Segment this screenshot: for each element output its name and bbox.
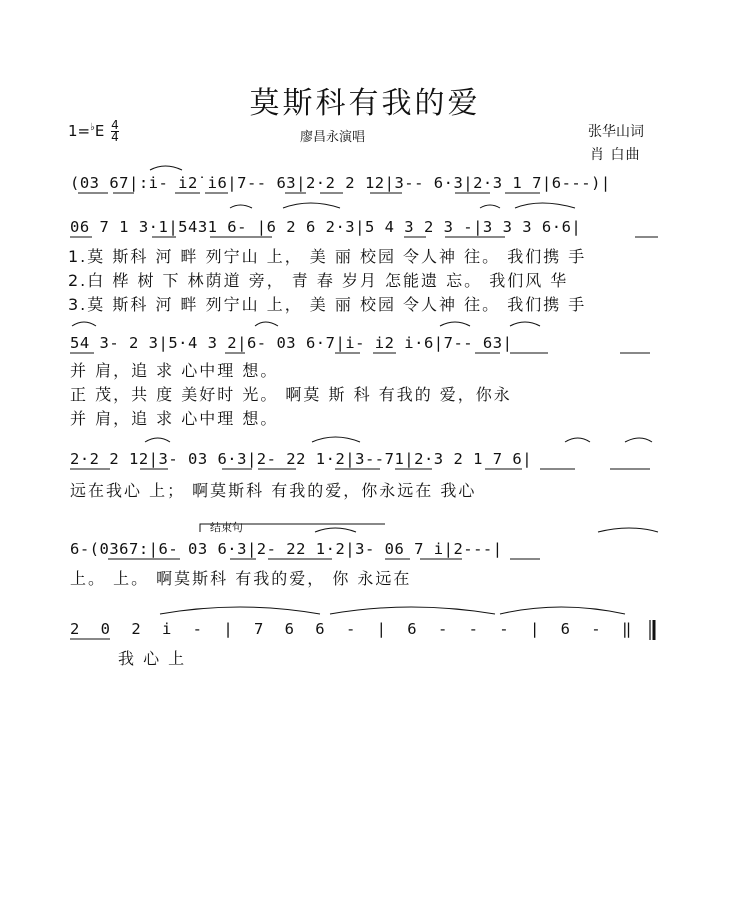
key-signature — [68, 120, 119, 143]
flat-sign: ♭ — [90, 122, 95, 133]
lyric-line-2-verse-1: 1.莫 斯科 河 畔 列宁山 上， 美 丽 校园 令人神 往。 我们携 手 — [68, 247, 587, 266]
lyric-line-3-verse-3: 并 肩，追 求 心中理 想。 — [70, 409, 279, 428]
lyric-line-4: 远在我心 上； 啊莫斯科 有我的爱，你永远在 我心 — [70, 481, 477, 500]
time-signature — [111, 120, 119, 143]
lyric-line-6: 我 心 上 — [118, 649, 187, 668]
notation-line-4: 2·2 2 12|3- 03 6·3|2- 22 1·2|3--71|2·3 2 1 7 6| — [70, 450, 533, 468]
lyric-line-2-verse-3: 3.莫 斯科 河 畔 列宁山 上， 美 丽 校园 令人神 往。 我们携 手 — [68, 295, 587, 314]
notation-line-6: 2 0 2 i - | 7 6 6 - | 6 - - - | 6 - ‖ — [70, 620, 638, 638]
lyricist-credit: 张华山词 — [588, 124, 644, 140]
key-note: E — [94, 122, 105, 140]
time-bottom: 4 — [111, 130, 119, 144]
notation-line-3: 54 3- 2 3|5·4 3 2|6- 03 6·7|i- i2 i·6|7-- 63| — [70, 334, 513, 352]
lyric-line-2-verse-2: 2.白 桦 树 下 林荫道 旁， 青 春 岁月 怎能遗 忘。 我们风 华 — [68, 271, 569, 290]
notation-line-5: 6-(0367:|6- 03 6·3|2- 22 1·2|3- 06 7 i|2---| — [70, 540, 503, 558]
notation-line-2: 06 7 1 3·1|5431 6- |6 2 6 2·3|5 4 3 2 3 -|3 3 3 6·6| — [70, 218, 582, 236]
song-title: 莫斯科有我的爱 — [249, 86, 481, 121]
key-prefix: 1= — [68, 122, 91, 140]
lyric-line-3-verse-1: 并 肩，追 求 心中理 想。 — [70, 361, 279, 380]
lyric-line-3-verse-2: 正 茂，共 度 美好时 光。 啊莫 斯 科 有我的 爱，你永 — [70, 385, 512, 404]
composer-credit: 肖 白曲 — [590, 147, 641, 163]
singer-credit: 廖昌永演唱 — [300, 130, 366, 145]
ending-label: 结束句 — [210, 521, 243, 534]
lyric-line-5: 上。 上。 啊莫斯科 有我的爱， 你 永远在 — [70, 569, 412, 588]
final-barline — [650, 620, 654, 640]
time-top: 4 — [111, 118, 119, 132]
notation-line-1: (03 67|:i̇- i̇2̇ i̇6|7-- 63|2·2 2 12|3-- 6·3|2·3 1 7|6---)| — [70, 174, 611, 192]
